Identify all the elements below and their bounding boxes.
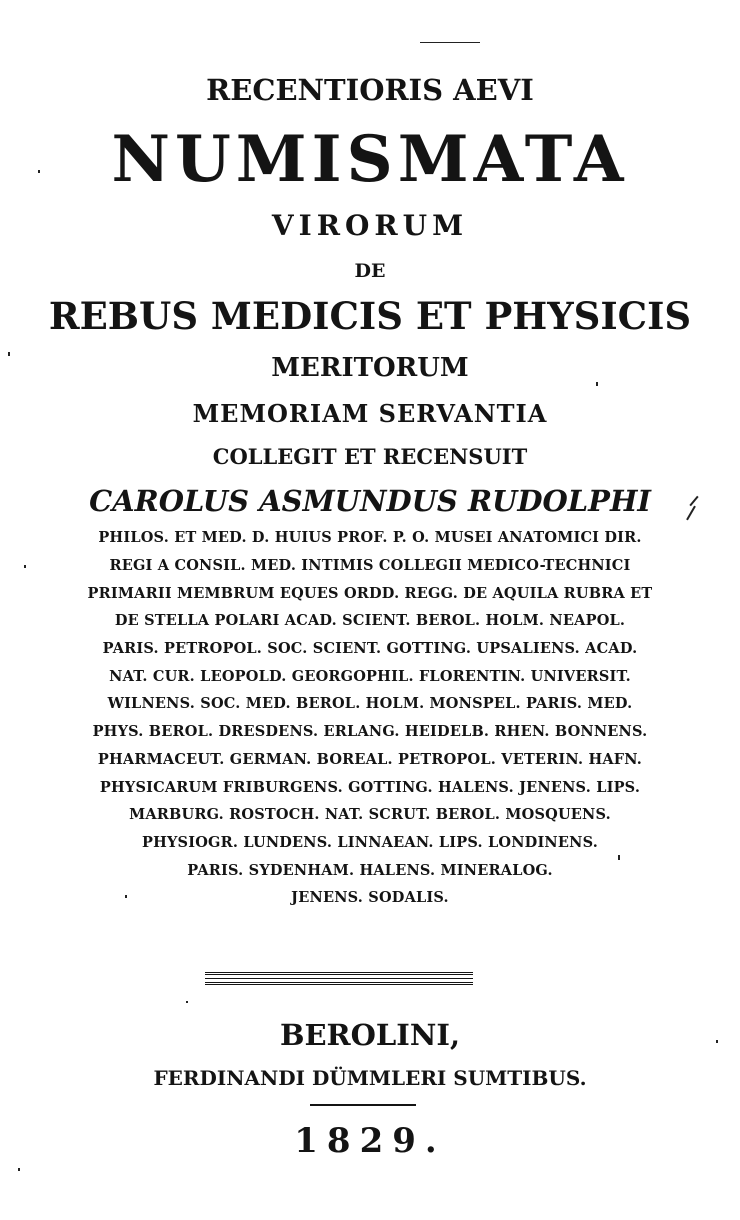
- subtitle-recentioris-aevi: RECENTIORIS AEVI: [206, 73, 534, 107]
- author-title-line: DE STELLA POLARI ACAD. SCIENT. BEROL. HOLM. NEAPOL.: [114, 612, 626, 629]
- imprint-publisher: FERDINANDI DÜMMLERI SUMTIBUS.: [153, 1066, 587, 1090]
- author-title-line: NAT. CUR. LEOPOLD. GEORGOPHIL. FLORENTIN. UNIVERSIT.: [109, 668, 631, 685]
- author-title-line: WILNENS. SOC. MED. BEROL. HOLM. MONSPEL. PARIS. MED.: [107, 695, 633, 712]
- author-title-line: PRIMARII MEMBRUM EQUES ORDD. REGG. DE AQUILA RUBRA ET: [87, 585, 653, 602]
- main-title: NUMISMATA: [111, 122, 629, 197]
- author-title-line: PARIS. SYDENHAM. HALENS. MINERALOG.: [187, 862, 553, 879]
- decorative-double-rule: [205, 972, 473, 985]
- scan-speck: [618, 855, 620, 860]
- scan-speck: [186, 1001, 188, 1003]
- imprint-place: BEROLINI,: [279, 1018, 461, 1052]
- author-title-line: REGI A CONSIL. MED. INTIMIS COLLEGII MEDICO-TECHNICI: [109, 557, 631, 574]
- title-line-collegit: COLLEGIT ET RECENSUIT: [212, 444, 528, 469]
- title-line-memoriam: MEMORIAM SERVANTIA: [192, 399, 548, 428]
- scan-speck: [420, 42, 480, 43]
- author-title-line: JENENS. SODALIS.: [291, 889, 449, 906]
- author-title-line: PHYSICARUM FRIBURGENS. GOTTING. HALENS. JENENS. LIPS.: [99, 779, 641, 796]
- scan-speck: [716, 1040, 718, 1043]
- author-title-line: PHARMACEUT. GERMAN. BOREAL. PETROPOL. VETERIN. HAFN.: [97, 751, 643, 768]
- scan-speck: [596, 382, 598, 386]
- author-title-line: MARBURG. ROSTOCH. NAT. SCRUT. BEROL. MOSQUENS.: [129, 806, 611, 823]
- title-line-rebus: REBUS MEDICIS ET PHYSICIS: [48, 294, 692, 338]
- title-line-virorum: VIRORUM: [271, 209, 469, 242]
- author-title-line: PARIS. PETROPOL. SOC. SCIENT. GOTTING. UPSALIENS. ACAD.: [102, 640, 638, 657]
- author-title-line: PHYSIOGR. LUNDENS. LINNAEAN. LIPS. LONDINENS.: [142, 834, 598, 851]
- scan-speck: [125, 895, 127, 898]
- scan-speck: [38, 170, 40, 173]
- author-name: CAROLUS ASMUNDUS RUDOLPHI: [89, 484, 651, 518]
- scan-speck: [24, 565, 26, 568]
- scan-speck: [18, 1168, 20, 1171]
- author-title-line: PHILOS. ET MED. D. HUIUS PROF. P. O. MUSEI ANATOMICI DIR.: [98, 529, 642, 546]
- title-line-de: DE: [354, 260, 386, 282]
- scan-speck: [8, 352, 10, 356]
- imprint-divider: [310, 1104, 416, 1106]
- title-line-meritorum: MERITORUM: [271, 353, 469, 383]
- author-title-line: PHYS. BEROL. DRESDENS. ERLANG. HEIDELB. RHEN. BONNENS.: [92, 723, 648, 740]
- imprint-year: 1829.: [294, 1121, 446, 1161]
